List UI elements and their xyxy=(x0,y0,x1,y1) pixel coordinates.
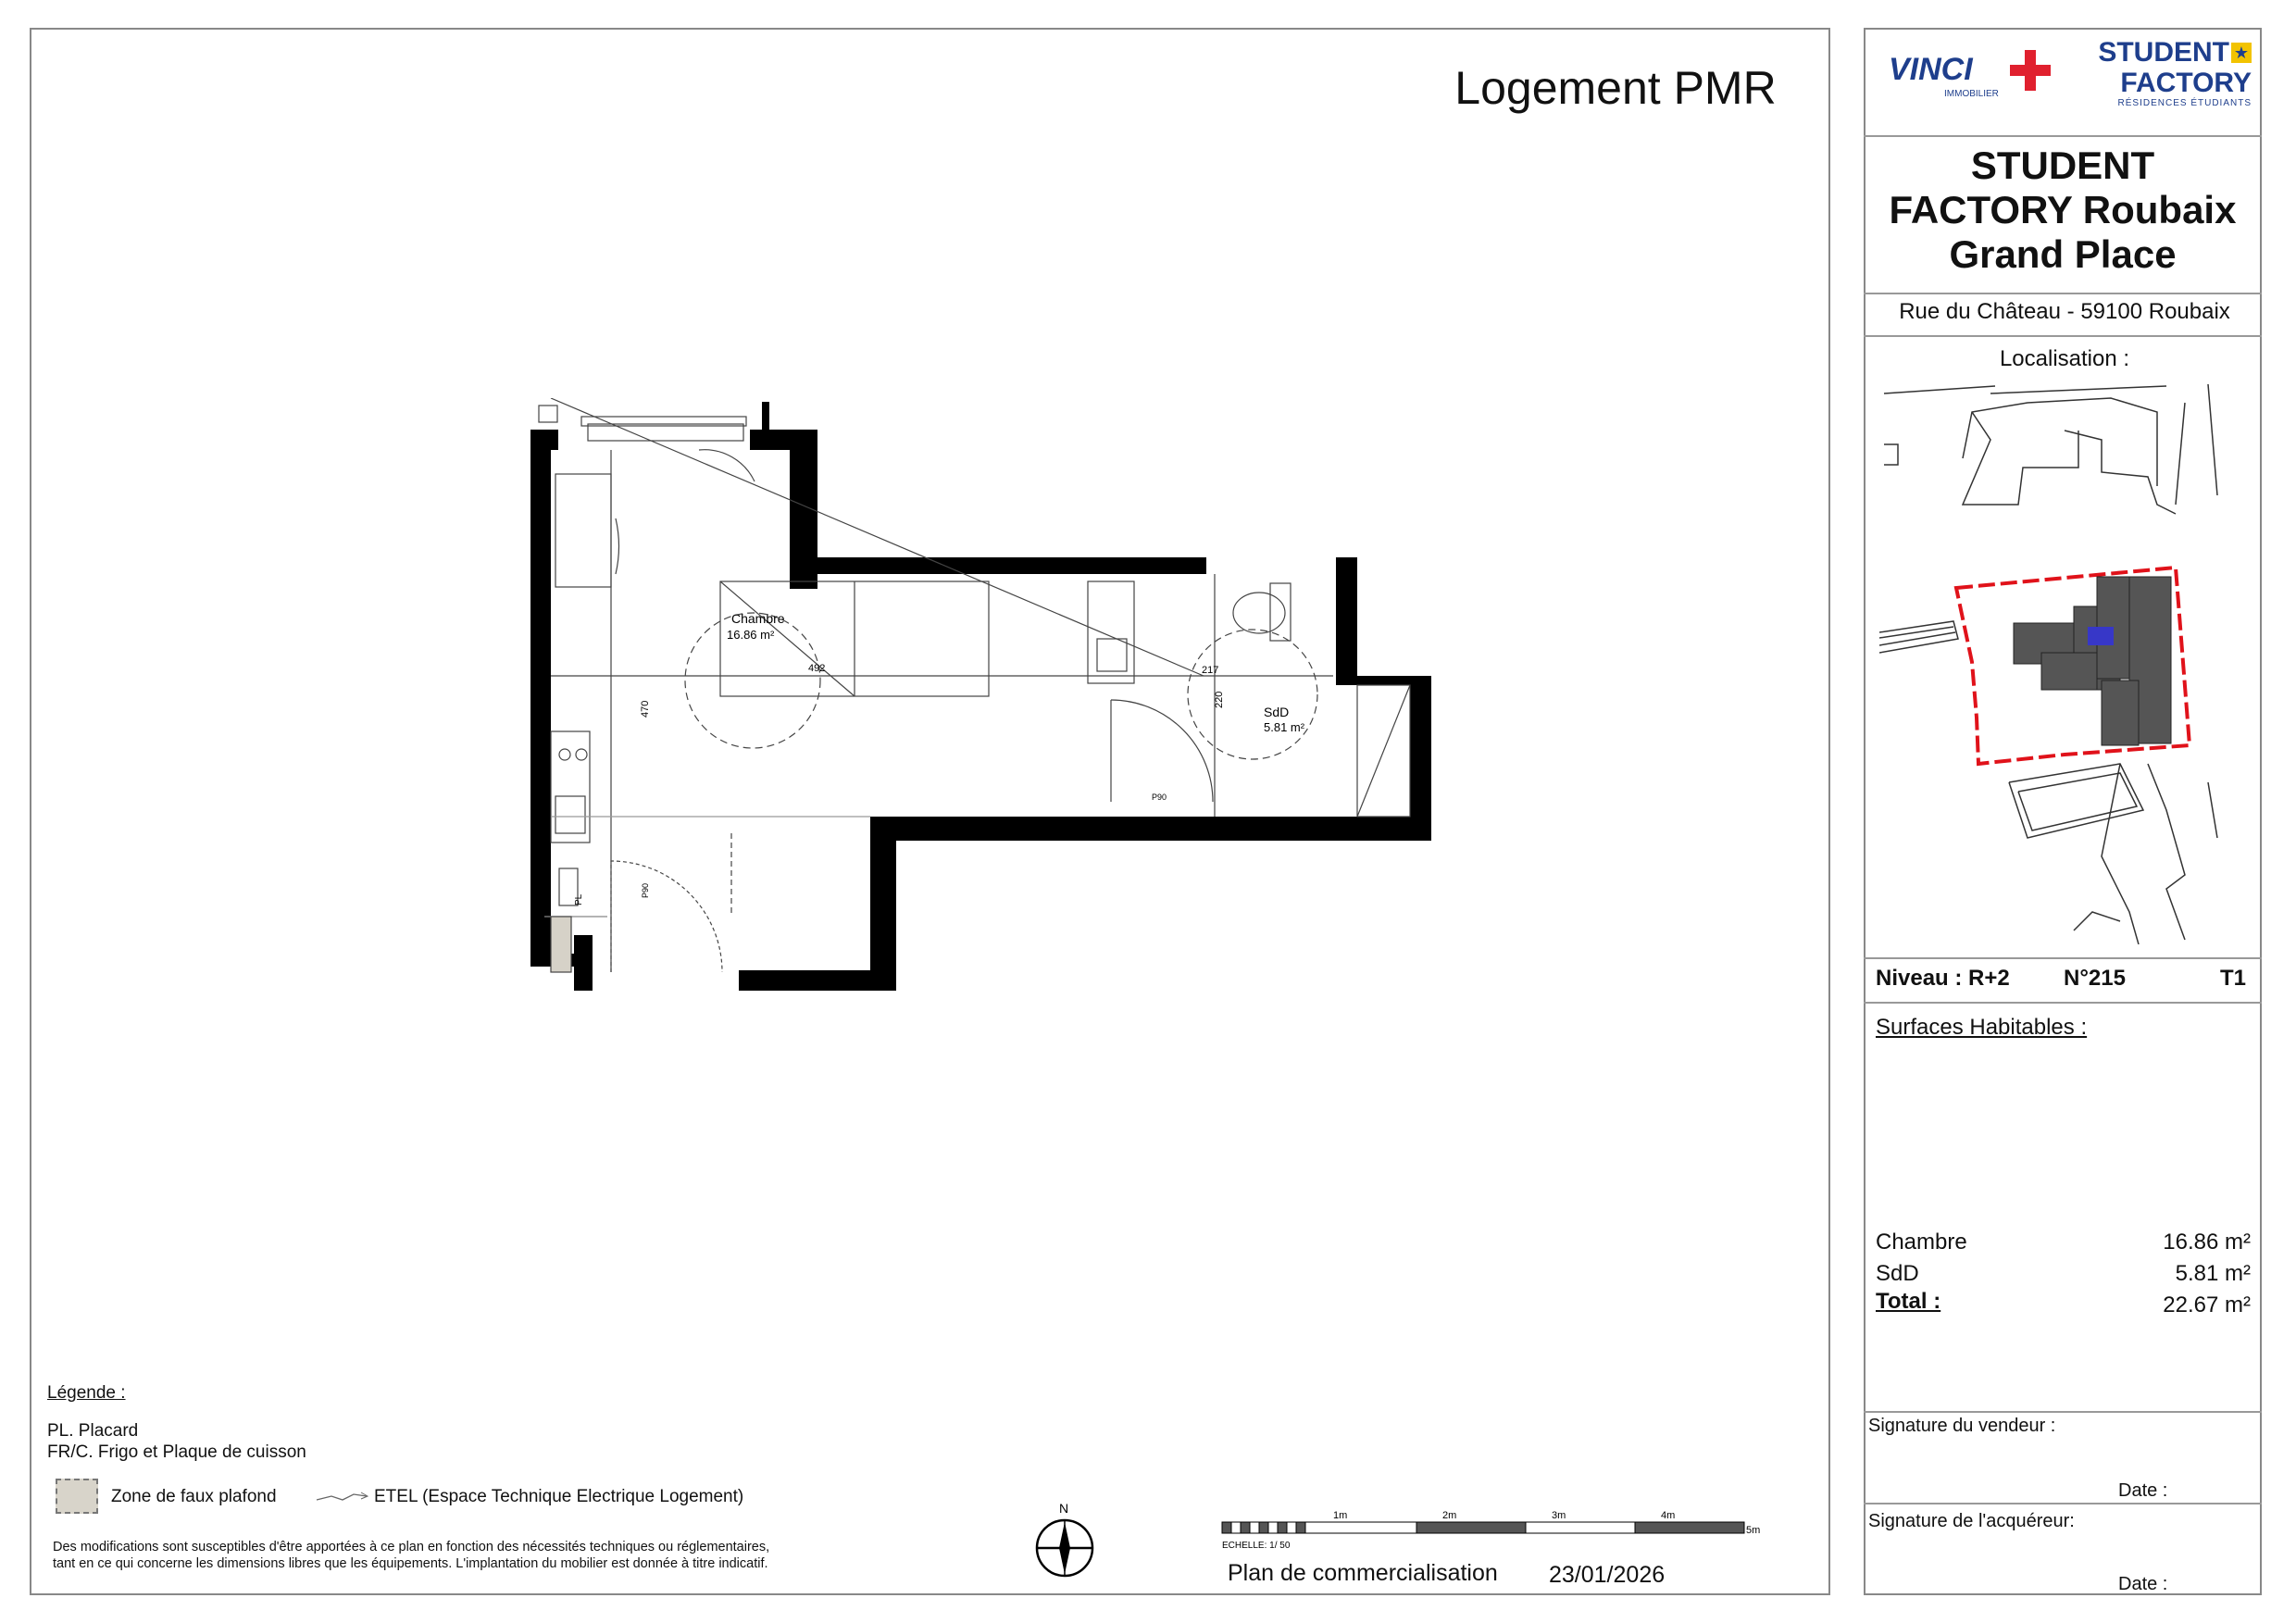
surfaces-title: Surfaces Habitables : xyxy=(1876,1015,2088,1040)
vinci-logo xyxy=(1889,44,2065,100)
total-label: Total : xyxy=(1876,1289,1941,1314)
page-title: Logement PMR xyxy=(1454,62,1777,114)
room-chambre-area: 16.86 m² xyxy=(727,628,775,642)
dim-492: 492 xyxy=(808,663,826,674)
plan-date: 23/01/2026 xyxy=(1549,1562,1666,1588)
divider xyxy=(1864,1002,2262,1004)
unit-type: T1 xyxy=(2219,966,2246,991)
project-title xyxy=(1864,144,2262,277)
project-title-line3: Grand Place xyxy=(1949,232,2177,276)
unit-highlight xyxy=(2088,627,2114,645)
seller-date-label: Date : xyxy=(2118,1480,2168,1501)
plan-type-label: Plan de commercialisation xyxy=(1228,1560,1498,1586)
svg-text:VINCI: VINCI xyxy=(1889,52,1973,87)
divider xyxy=(1864,1503,2262,1504)
svg-text:3m: 3m xyxy=(1552,1510,1566,1521)
north-arrow xyxy=(1028,1500,1102,1583)
pl-label: PL xyxy=(574,893,584,905)
door-p90-bath: P90 xyxy=(1152,793,1167,802)
room-sdd-area: 5.81 m² xyxy=(1264,720,1305,734)
dim-220: 220 xyxy=(1214,691,1225,708)
legend-etel: ETEL (Espace Technique Electrique Logement) xyxy=(374,1487,744,1506)
surface-label: Chambre xyxy=(1876,1230,1967,1255)
divider xyxy=(1864,1411,2262,1413)
etel-arrow-icon xyxy=(315,1491,370,1504)
svg-text:ECHELLE: 1/ 50: ECHELLE: 1/ 50 xyxy=(1222,1541,1291,1551)
localisation-map xyxy=(1879,375,2250,944)
disclaimer-line1: Des modifications sont susceptibles d'être apportées à ce plan en fonction des nécessités techniques ou réglementaires, xyxy=(53,1540,770,1554)
svg-text:N: N xyxy=(1059,1501,1069,1516)
dim-217: 217 xyxy=(1202,665,1219,676)
door-p90-entry: P90 xyxy=(641,882,650,898)
buyer-signature-label: Signature de l'acquéreur: xyxy=(1868,1511,2075,1531)
svg-text:IMMOBILIER: IMMOBILIER xyxy=(1944,89,1999,99)
svg-text:2m: 2m xyxy=(1442,1510,1457,1521)
divider xyxy=(1864,135,2262,137)
total-value: 22.67 m² xyxy=(2163,1292,2251,1317)
dim-470: 470 xyxy=(640,700,651,718)
surface-value: 16.86 m² xyxy=(2163,1230,2251,1255)
student-factory-logo xyxy=(2094,37,2252,130)
scale-bar xyxy=(1220,1509,1794,1555)
divider xyxy=(1864,957,2262,959)
unit-number: N°215 xyxy=(2064,966,2126,991)
faux-plafond-swatch xyxy=(56,1479,98,1514)
niveau: Niveau : R+2 xyxy=(1876,966,2010,991)
divider xyxy=(1864,335,2262,337)
project-title-line2: FACTORY Roubaix xyxy=(1889,188,2237,231)
svg-text:4m: 4m xyxy=(1661,1510,1676,1521)
disclaimer xyxy=(53,1539,905,1572)
sf-logo-sub: RÉSIDENCES ÉTUDIANTS xyxy=(2117,98,2252,108)
surface-value: 5.81 m² xyxy=(2175,1261,2251,1286)
legend-line-placard: PL. Placard xyxy=(47,1421,139,1441)
floor-plan-drawing xyxy=(518,398,1454,1000)
project-address: Rue du Château - 59100 Roubaix xyxy=(1899,299,2230,324)
buyer-date-label: Date : xyxy=(2118,1574,2168,1594)
svg-text:1m: 1m xyxy=(1333,1510,1348,1521)
divider xyxy=(1864,293,2262,294)
room-chambre-label: Chambre xyxy=(731,611,785,626)
room-sdd-label: SdD xyxy=(1264,705,1290,719)
star-icon: ★ xyxy=(2231,43,2252,63)
surface-label: SdD xyxy=(1876,1261,1919,1286)
project-title-line1: STUDENT xyxy=(1970,144,2155,187)
sf-logo-line1: STUDENT xyxy=(2098,37,2229,68)
disclaimer-line2: tant en ce qui concerne les dimensions libres que les équipements. L'implantation du mobilier est donnée à titre indicatif. xyxy=(53,1556,768,1571)
sf-logo-line2: FACTORY xyxy=(2120,68,2252,98)
legend-title: Légende : xyxy=(47,1383,126,1403)
seller-signature-label: Signature du vendeur : xyxy=(1868,1416,2056,1436)
svg-text:5m: 5m xyxy=(1746,1525,1761,1536)
legend-line-frigo: FR/C. Frigo et Plaque de cuisson xyxy=(47,1442,306,1462)
legend-faux-plafond: Zone de faux plafond xyxy=(111,1487,277,1506)
localisation-label: Localisation : xyxy=(1999,346,2130,371)
